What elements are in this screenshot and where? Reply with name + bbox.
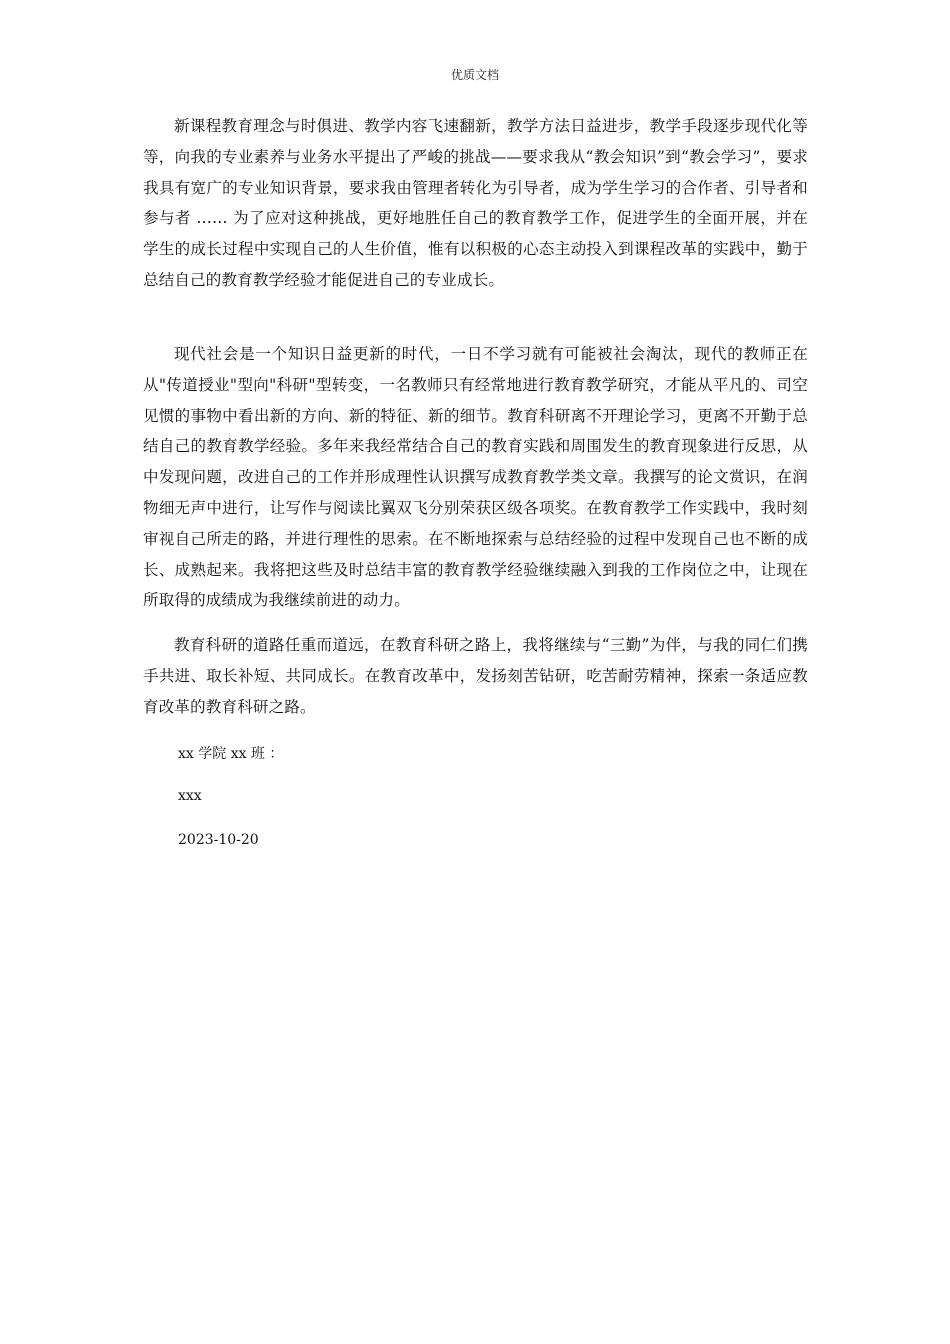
page-header: 优质文档 (450, 68, 499, 82)
paragraph-3: 教育科研的道路任重而道远，在教育科研之路上，我将继续与“三勤”为伴，与我的同仁们携手共进、取长补短、共同成长。在教育改革中，发扬刻苦钻研，吃苦耐劳精神，探索一条适应教育改革的教育科研之路。 (143, 636, 808, 716)
signature-affiliation: xx 学院 xx 班 ： (178, 746, 284, 762)
paragraph-1: 新课程教育理念与时俱进、教学内容飞速翻新，教学方法日益进步，教学手段逐步现代化等等，向我的专业素养与业务水平提出了严峻的挑战——要求我从“教会知识”到“教会学习”，要求我具有宽广的专业知识背景，要求我由管理者转化为引导者，成为学生学习的合作者、引导者和参与者 …… 为了应对这种挑战，更好地胜任自己的教育教学工作，促进学生的全面开展，并在学生的成长过程中实现自己的人生价值，惟有以积极的心态主动投入到课程改革的实践中，勤于总结自己的教育教学经验才能促进自己的专业成长。 (143, 117, 808, 289)
signature-date: 2023-10-20 (178, 832, 259, 848)
signature-name: xxx (178, 788, 202, 804)
paragraph-2: 现代社会是一个知识日益更新的时代，一日不学习就有可能被社会淘汰，现代的教师正在从"传道授业"型向"科研"型转变，一名教师只有经常地进行教育教学研究，才能从平凡的、司空见惯的事物中看出新的方向、新的特征、新的细节。教育科研离不开理论学习，更离不开勤于总结自己的教育教学经验。多年来我经常结合自己的教育实践和周围发生的教育现象进行反思，从中发现问题，改进自己的工作并形成理性认识撰写成教育教学类文章。我撰写的论文赏识，在润物细无声中进行，让写作与阅读比翼双飞分别荣获区级各项奖。在教育教学工作实践中，我时刻审视自己所走的路，并进行理性的思索。在不断地探索与总结经验的过程中发现自己也不断的成长、成熟起来。我将把这些及时总结丰富的教育教学经验继续融入到我的工作岗位之中，让现在所取得的成绩成为我继续前进的动力。 (143, 345, 808, 610)
